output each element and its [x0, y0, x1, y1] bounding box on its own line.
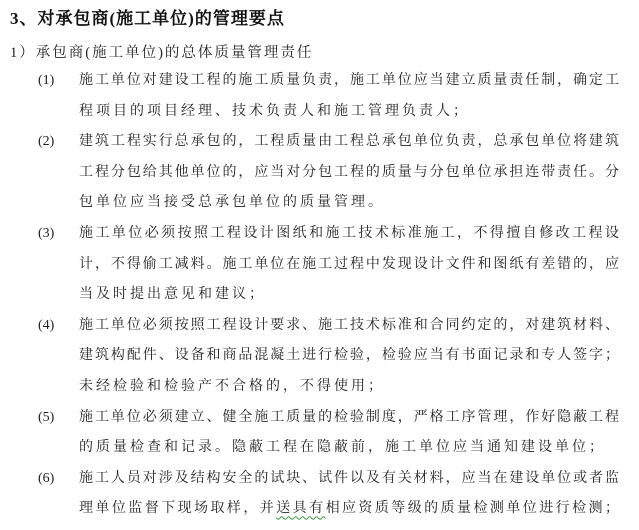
item-text-line: 未经检验和检验产不合格的，不得使用；: [79, 378, 385, 394]
item-text-line: 施工单位必须建立、健全施工质量的检验制度，严格工序管理，作好隐蔽工程: [79, 409, 619, 425]
item-text-line: 施工单位对建设工程的施工质量负责，施工单位应当建立质量责任制，确定工: [79, 73, 619, 88]
item-text-line: 建筑构配件、设备和商品混凝土进行检验，检验应当有书面记录和专人签字；: [79, 348, 619, 364]
list-item: [0, 127, 639, 219]
text-segment: 理单位监督下现场取样，并: [79, 501, 277, 517]
item-text-line: 的质量检查和记录。隐蔽工程在隐蔽前，施工单位应当通知建设单位；: [79, 440, 606, 456]
item-number: (4): [38, 317, 55, 333]
subsection-heading: 1）承包商(施工单位)的总体质量管理责任: [10, 45, 314, 61]
list-item: [0, 311, 639, 403]
item-number: (3): [38, 225, 55, 241]
list-item: [0, 219, 639, 311]
list-item: [0, 66, 639, 127]
item-number: (1): [38, 73, 55, 88]
list-item: [0, 403, 639, 464]
item-text-line: 施工单位必须按照工程设计图纸和施工技术标准施工，不得擅自修改工程设: [79, 225, 619, 241]
item-text-line: 施工单位必须按照工程设计要求、施工技术标准和合同约定的，对建筑材料、: [79, 317, 619, 333]
text-segment: 相应资质等级的质量检测单位进行检测；: [325, 501, 619, 517]
responsibility-list: [0, 66, 639, 525]
item-number: (5): [38, 409, 55, 425]
list-item: [0, 464, 639, 525]
item-text-line: 包单位应当接受总承包单位的质量管理。: [79, 195, 385, 211]
item-number: (6): [38, 470, 55, 486]
item-text-line: 计，不得偷工减料。施工单位在施工过程中发现设计文件和图纸有差错的，应: [79, 256, 619, 272]
item-text-line: 程项目的项目经理、技术负责人和施工管理负责人；: [79, 103, 470, 119]
spellcheck-underlined-text: 送具有: [276, 501, 326, 517]
item-number: (2): [38, 134, 55, 150]
item-text-line: [79, 494, 619, 525]
section-heading: 3、对承包商(施工单位)的管理要点: [10, 9, 285, 28]
item-text-line: 工程分包给其他单位的，应当对分包工程的质量与分包单位承担连带责任。分: [79, 164, 619, 180]
item-text-line: 当及时提出意见和建议；: [79, 287, 266, 303]
item-text-line: 施工人员对涉及结构安全的试块、试件以及有关材料，应当在建设单位或者监: [79, 470, 619, 486]
item-text-line: 建筑工程实行总承包的，工程质量由工程总承包单位负责，总承包单位将建筑: [79, 134, 619, 150]
